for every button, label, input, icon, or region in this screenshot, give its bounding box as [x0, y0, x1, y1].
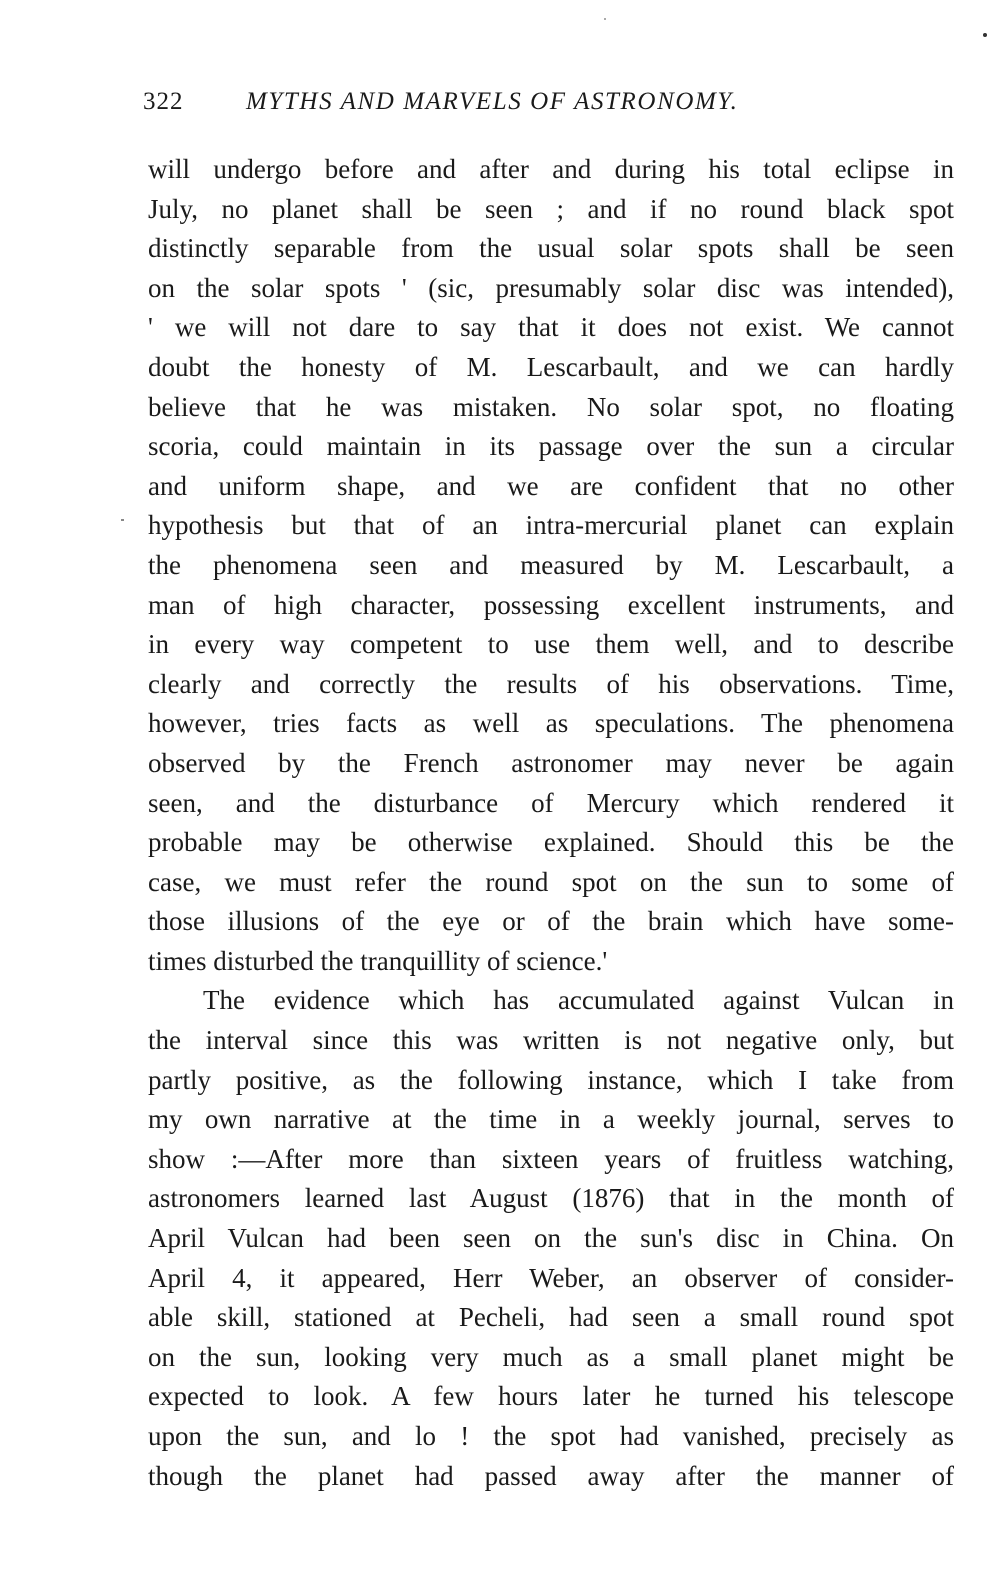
scan-speck [121, 519, 124, 521]
text-line: the interval since this was written is not negative only, but [148, 1025, 954, 1056]
text-line: April Vulcan had been seen on the sun's disc in China. On [148, 1223, 954, 1254]
text-line: my own narrative at the time in a weekly journal, serves to [148, 1104, 954, 1135]
running-header [143, 84, 963, 120]
paragraph-2 [148, 981, 954, 1496]
text-line: man of high character, possessing excellent instruments, and [148, 589, 954, 620]
page-number: 322 [143, 88, 184, 115]
scan-speck [983, 33, 987, 37]
text-line: partly positive, as the following instance, which I take from [148, 1064, 954, 1095]
text-line: times disturbed the tranquillity of science.' [148, 945, 608, 976]
text-line: probable may be otherwise explained. Should this be the [148, 827, 954, 858]
text-line: in every way competent to use them well, and to describe [148, 629, 954, 660]
text-line: believe that he was mistaken. No solar spot, no floating [148, 391, 954, 422]
text-line: observed by the French astronomer may never be again [148, 747, 954, 778]
text-line: on the sun, looking very much as a small planet might be [148, 1341, 954, 1372]
text-line: will undergo before and after and during his total eclipse in [148, 154, 954, 184]
text-line: expected to look. A few hours later he turned his telescope [148, 1381, 954, 1412]
text-line: able skill, stationed at Pecheli, had seen a small round spot [148, 1302, 954, 1333]
text-line: show :—After more than sixteen years of fruitless watching, [148, 1143, 954, 1174]
scan-speck [604, 18, 606, 20]
text-line: though the planet had passed away after the manner of [148, 1460, 954, 1491]
text-line: distinctly separable from the usual solar spots shall be seen [148, 233, 954, 264]
text-line: upon the sun, and lo ! the spot had vanished, precisely as [148, 1421, 954, 1451]
text-line: scoria, could maintain in its passage over the sun a circular [148, 431, 954, 462]
text-line: however, tries facts as well as speculations. The phenomena [148, 708, 954, 739]
text-line: The evidence which has accumulated against Vulcan in [203, 985, 954, 1016]
text-line: doubt the honesty of M. Lescarbault, and we can hardly [148, 351, 954, 382]
text-line: those illusions of the eye or of the brain which have some- [148, 906, 954, 937]
text-line: case, we must refer the round spot on the sun to some of [148, 866, 954, 897]
text-line: the phenomena seen and measured by M. Lescarbault, a [148, 549, 954, 580]
text-line: seen, and the disturbance of Mercury which rendered it [148, 787, 954, 818]
text-line: and uniform shape, and we are confident that no other [148, 470, 954, 501]
text-line: clearly and correctly the results of his observations. Time, [148, 668, 954, 699]
text-line: astronomers learned last August (1876) that in the month of [148, 1183, 954, 1214]
text-line: April 4, it appeared, Herr Weber, an observer of consider- [148, 1262, 954, 1293]
text-line: hypothesis but that of an intra-mercurial planet can explain [148, 510, 954, 541]
text-line: ' we will not dare to say that it does not exist. We cannot [148, 312, 954, 343]
running-title: MYTHS AND MARVELS OF ASTRONOMY. [246, 88, 739, 115]
text-line: July, no planet shall be seen ; and if no round black spot [148, 193, 954, 224]
paragraph-1 [148, 150, 954, 981]
body-text [148, 150, 954, 1496]
text-line: on the solar spots ' (sic, presumably solar disc was intended), [148, 272, 954, 303]
